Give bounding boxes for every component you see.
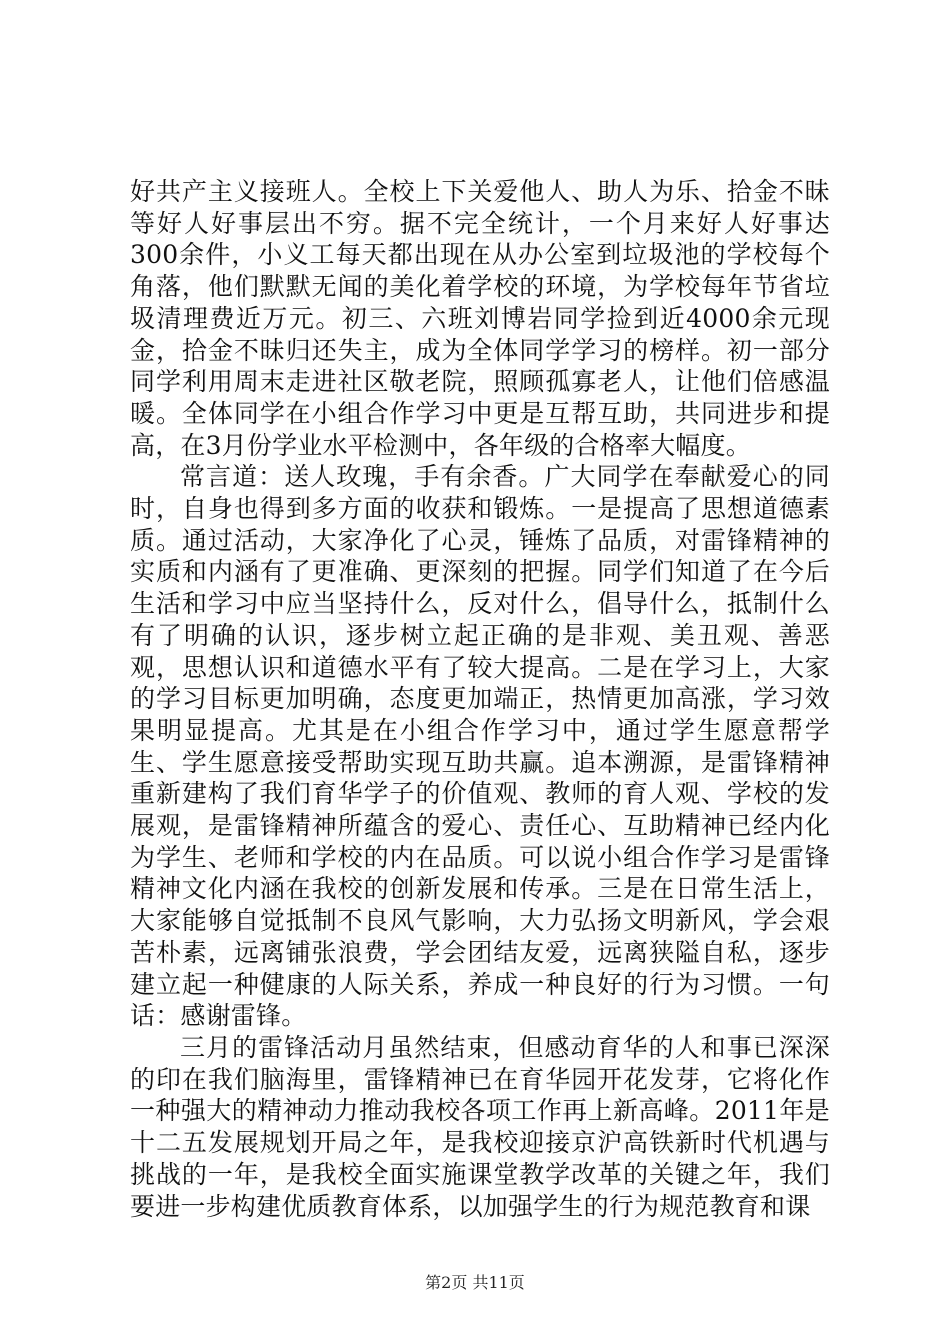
page-number-footer: 第2页 共11页	[425, 1273, 525, 1292]
document-body	[130, 176, 830, 1222]
paragraph-continuation: 好共产主义接班人。全校上下关爱他人、助人为乐、拾金不昧等好人好事层出不穷。据不完全统计，一个月来好人好事达300余件，小义工每天都出现在从办公室到垃圾池的学校每个角落，他们默默无闻的美化着学校的环境，为学校每年节省垃圾清理费近万元。初三、六班刘博岩同学捡到近4000余元现金，拾金不昧归还失主，成为全体同学学习的榜样。初一部分同学利用周末走进社区敬老院，照顾孤寡老人，让他们倍感温暖。全体同学在小组合作学习中更是互帮互助，共同进步和提高，在3月份学业水平检测中，各年级的合格率大幅度。	[130, 177, 830, 460]
paragraph-benefits: 常言道：送人玫瑰，手有余香。广大同学在奉献爱心的同时，自身也得到多方面的收获和锻炼。一是提高了思想道德素质。通过活动，大家净化了心灵，锤炼了品质，对雷锋精神的实质和内涵有了更准确、更深刻的把握。同学们知道了在今后生活和学习中应当坚持什么，反对什么，倡导什么，抵制什么有了明确的认识，逐步树立起正确的是非观、美丑观、善恶观，思想认识和道德水平有了较大提高。二是在学习上，大家的学习目标更加明确，态度更加端正，热情更加高涨，学习效果明显提高。尤其是在小组合作学习中，通过学生愿意帮学生、学生愿意接受帮助实现互助共赢。追本溯源，是雷锋精神重新建构了我们育华学子的价值观、教师的育人观、学校的发展观，是雷锋精神所蕴含的爱心、责任心、互助精神已经内化为学生、老师和学校的内在品质。可以说小组合作学习是雷锋精神文化内涵在我校的创新发展和传承。三是在日常生活上，大家能够自觉抵制不良风气影响，大力弘扬文明新风，学会艰苦朴素，远离铺张浪费，学会团结友爱，远离狭隘自私，逐步建立起一种健康的人际关系，养成一种良好的行为习惯。一句话：感谢雷锋。	[130, 462, 830, 1031]
paragraph-outlook: 三月的雷锋活动月虽然结束，但感动育华的人和事已深深的印在我们脑海里，雷锋精神已在育华园开花发芽，它将化作一种强大的精神动力推动我校各项工作再上新高峰。2011年是十二五发展规划开局之年，是我校迎接京沪高铁新时代机遇与挑战的一年，是我校全面实施课堂教学改革的关键之年，我们要进一步构建优质教育体系，以加强学生的行为规范教育和课	[130, 1032, 830, 1221]
